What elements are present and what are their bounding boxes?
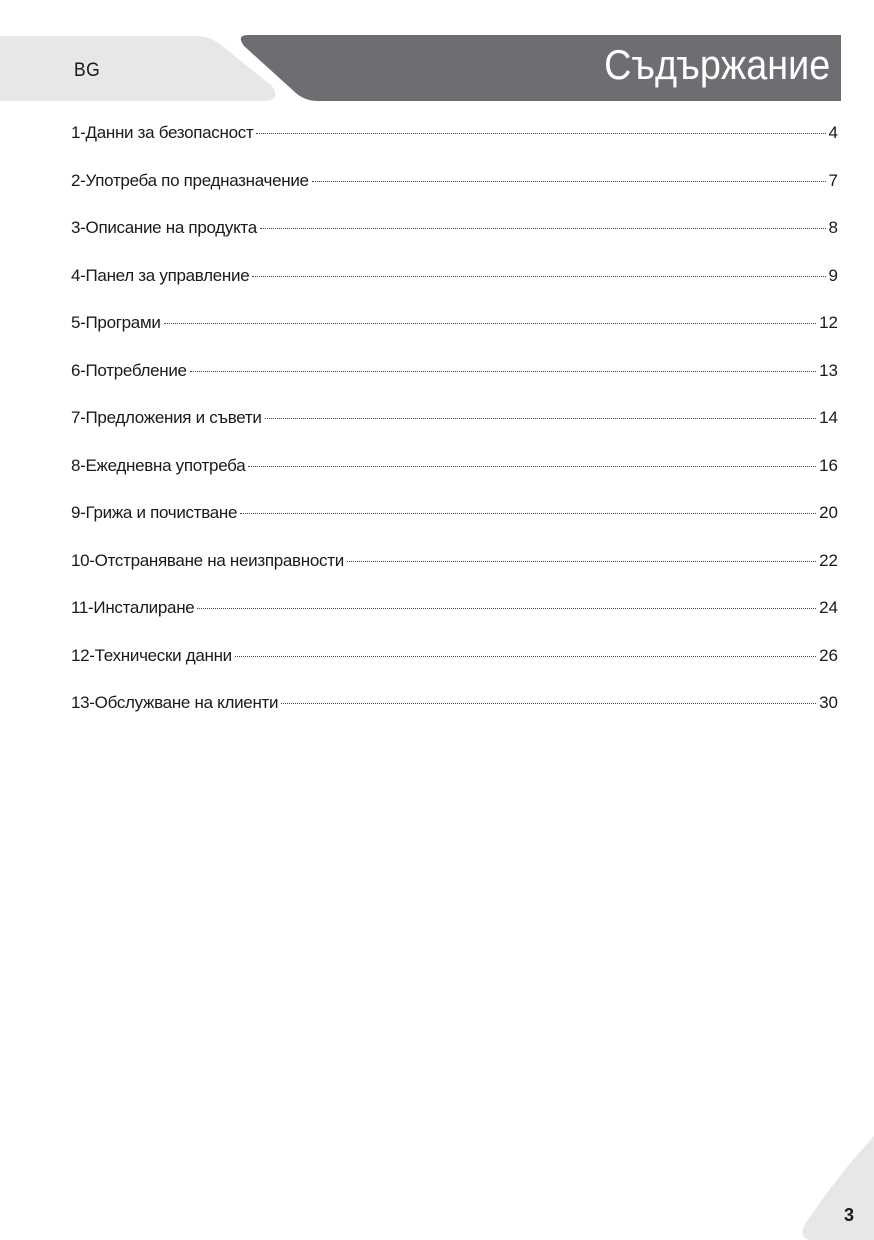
toc-entry-title: 12-Технически данни [71,645,232,665]
toc-entry-title: 13-Обслужване на клиенти [71,693,279,712]
toc-leader-dots [235,656,816,657]
toc-leader-dots [312,181,826,182]
toc-leader-dots [281,703,816,704]
toc-entry-title: 7-Предложения и съвети [71,408,262,427]
toc-entry-intended-use[interactable] [71,167,838,215]
toc-entry-page: 24 [819,598,838,617]
page-corner-decoration [790,1130,874,1240]
toc-leader-dots [190,371,816,372]
toc-entry-page: 16 [819,455,838,475]
toc-entry-page: 9 [828,265,838,285]
toc-leader-dots [260,228,826,229]
page-title: Съдържание [603,41,830,88]
toc-entry-title: 4-Панел за управление [71,265,250,285]
toc-leader-dots [256,133,825,134]
toc-entry-tips[interactable] [71,404,838,452]
toc-entry-title: 3-Описание на продукта [71,218,257,237]
toc-entry-consumption[interactable] [71,357,838,405]
toc-entry-programs[interactable] [71,309,838,357]
toc-entry-daily-use[interactable] [71,452,838,500]
table-of-contents [71,119,838,737]
toc-entry-care-cleaning[interactable] [71,499,838,547]
toc-entry-technical-data[interactable] [71,642,838,690]
toc-entry-page: 8 [828,218,838,237]
toc-entry-page: 30 [819,693,838,712]
toc-entry-title: 1-Данни за безопасност [71,123,254,142]
corner-shape [802,1136,874,1240]
toc-entry-page: 20 [819,503,838,522]
toc-entry-troubleshooting[interactable] [71,547,838,595]
toc-entry-page: 12 [819,313,838,332]
toc-entry-safety[interactable] [71,119,838,167]
toc-entry-title: 11-Инсталиране [71,598,195,617]
toc-leader-dots [248,466,816,467]
toc-entry-page: 22 [819,550,838,570]
language-code: BG [74,60,101,81]
toc-entry-page: 13 [819,360,838,380]
page-number: 3 [843,1205,854,1225]
toc-entry-page: 4 [828,123,838,142]
toc-leader-dots [240,513,816,514]
toc-leader-dots [347,561,816,562]
toc-leader-dots [252,276,825,277]
toc-entry-customer-service[interactable] [71,689,838,737]
toc-entry-page: 14 [819,408,838,427]
toc-leader-dots [164,323,817,324]
toc-entry-product-description[interactable] [71,214,838,262]
toc-entry-title: 9-Грижа и почистване [71,503,238,522]
toc-entry-installation[interactable] [71,594,838,642]
toc-leader-dots [265,418,817,419]
toc-entry-title: 5-Програми [71,313,161,332]
language-tab-shape [0,36,275,101]
toc-entry-page: 26 [819,645,838,665]
toc-entry-title: 8-Ежедневна употреба [71,455,246,475]
toc-leader-dots [197,608,816,609]
toc-entry-title: 6-Потребление [71,360,187,380]
toc-entry-page: 7 [828,170,838,190]
toc-entry-title: 10-Отстраняване на неизправности [71,550,344,570]
toc-entry-title: 2-Употреба по предназначение [71,170,309,190]
toc-entry-control-panel[interactable] [71,262,838,310]
